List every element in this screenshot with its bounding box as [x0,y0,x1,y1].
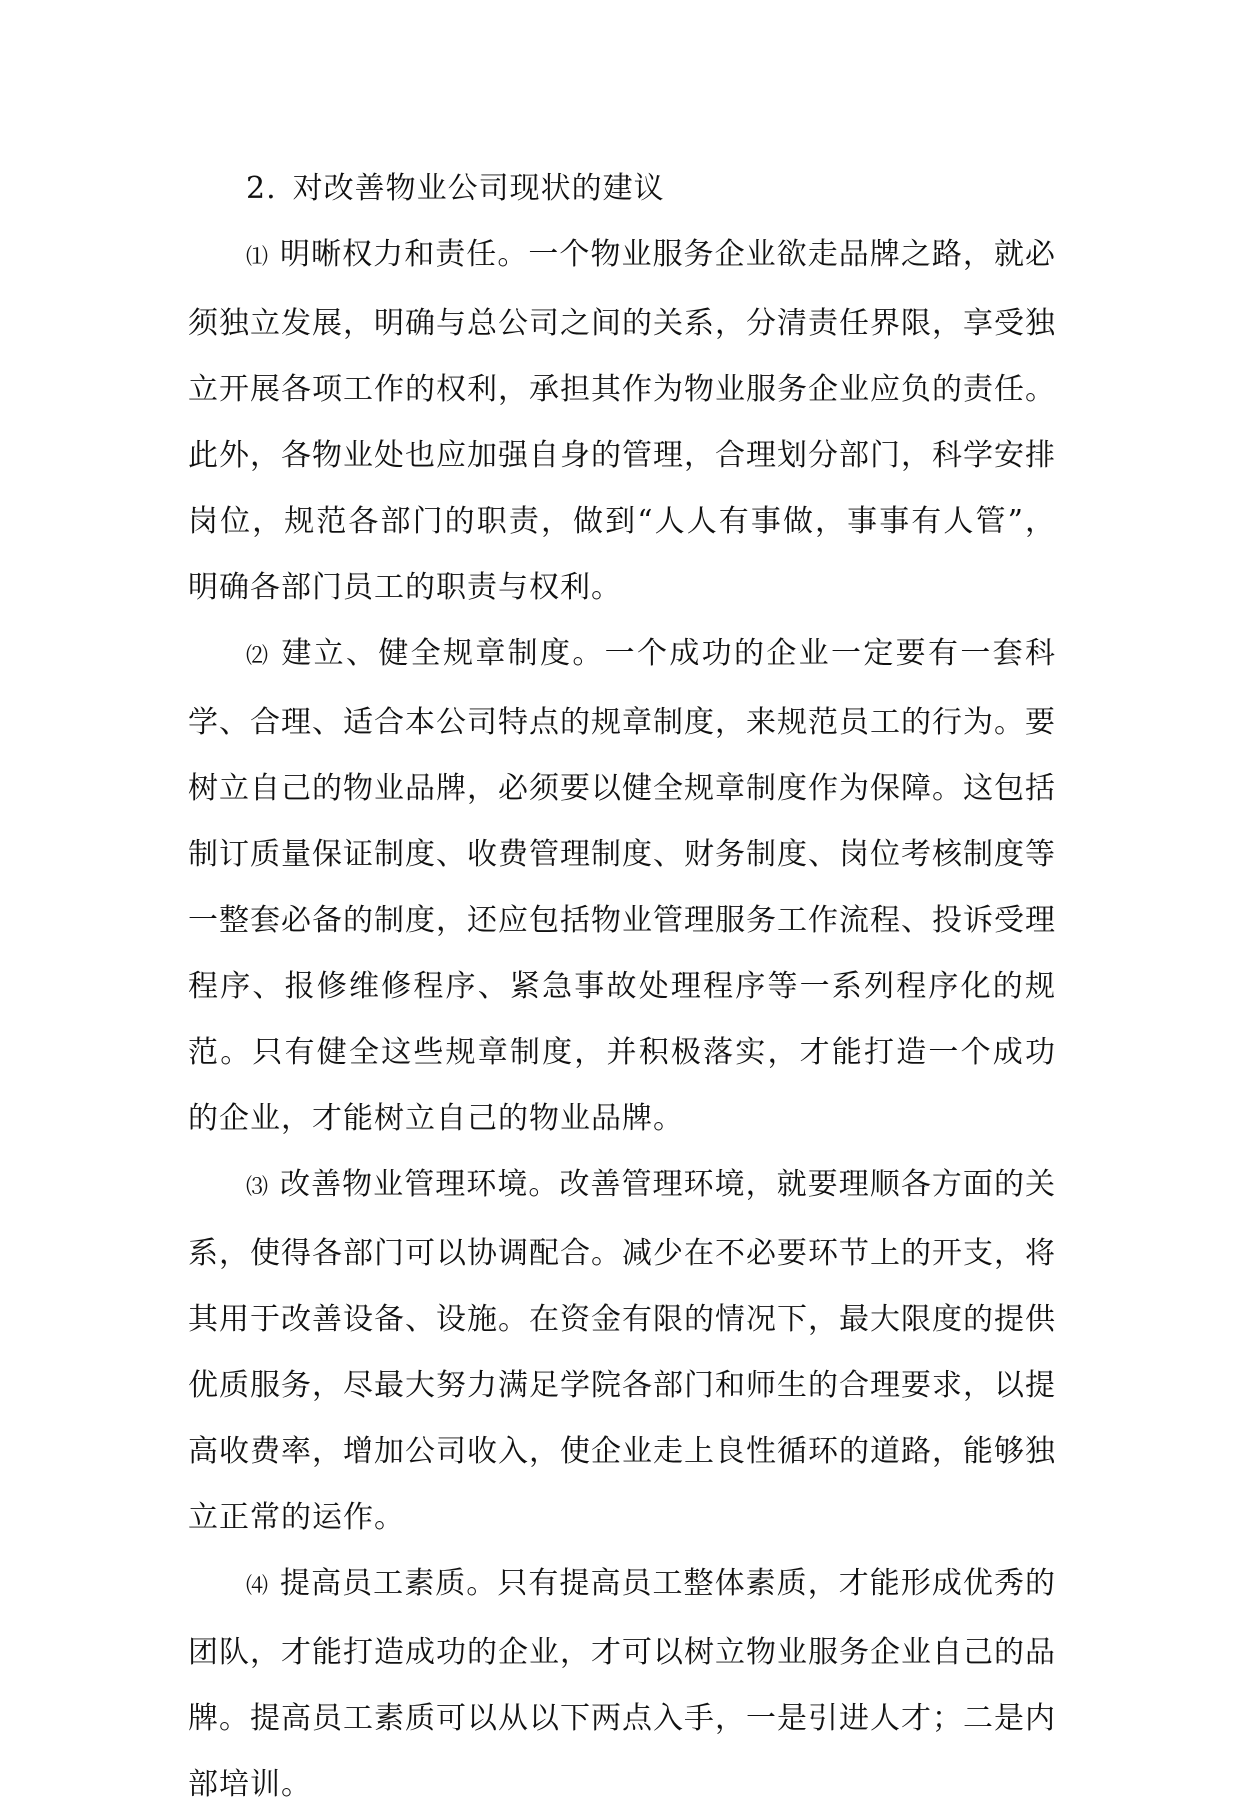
paragraph-2 [188,621,1056,1152]
document-body [188,156,1056,1818]
paragraph-4 [188,1551,1056,1818]
section-heading [188,156,1056,222]
paragraph-3-marker: ⑶ [246,1175,269,1200]
paragraph-1 [188,222,1056,621]
section-number: 2. [246,171,277,206]
paragraph-3 [188,1152,1056,1551]
paragraph-1-text: 明晰权力和责任。一个物业服务企业欲走品牌之路，就必须独立发展，明确与总公司之间的关系，分清责任界限，享受独立开展各项工作的权利，承担其作为物业服务企业应负的责任。此外，各物业处也应加强自身的管理，合理划分部门，科学安排岗位，规范各部门的职责，做到“人人有事做，事事有人管”，明确各部门员工的职责与权利。 [188,237,1056,605]
paragraph-2-marker: ⑵ [246,644,270,669]
paragraph-2-text: 建立、健全规章制度。一个成功的企业一定要有一套科学、合理、适合本公司特点的规章制度，来规范员工的行为。要树立自己的物业品牌，必须要以健全规章制度作为保障。这包括制订质量保证制度、收费管理制度、财务制度、岗位考核制度等一整套必备的制度，还应包括物业管理服务工作流程、投诉受理程序、报修维修程序、紧急事故处理程序等一系列程序化的规范。只有健全这些规章制度，并积极落实，才能打造一个成功 的企业，才能树立自己的物业品牌。 [188,636,1056,1136]
paragraph-4-marker: ⑷ [246,1574,269,1599]
paragraph-1-marker: ⑴ [246,245,269,270]
paragraph-4-text: 提高员工素质。只有提高员工整体素质，才能形成优秀的团队，才能打造成功的企业，才可以树立物业服务企业自己的品牌。提高员工素质可以从以下两点入手，一是引进人才；二是内部培训。 [188,1566,1056,1802]
paragraph-3-text: 改善物业管理环境。改善管理环境，就要理顺各方面的关系，使得各部门可以协调配合。减少在不必要环节上的开支，将其用于改善设备、设施。在资金有限的情况下，最大限度的提供优质服务，尽最大努力满足学院各部门和师生的合理要求，以提高收费率，增加公司收入，使企业走上良性循环的道路，能够独立正常的运作。 [188,1167,1056,1535]
section-title: 对改善物业公司现状的建议 [292,171,665,206]
